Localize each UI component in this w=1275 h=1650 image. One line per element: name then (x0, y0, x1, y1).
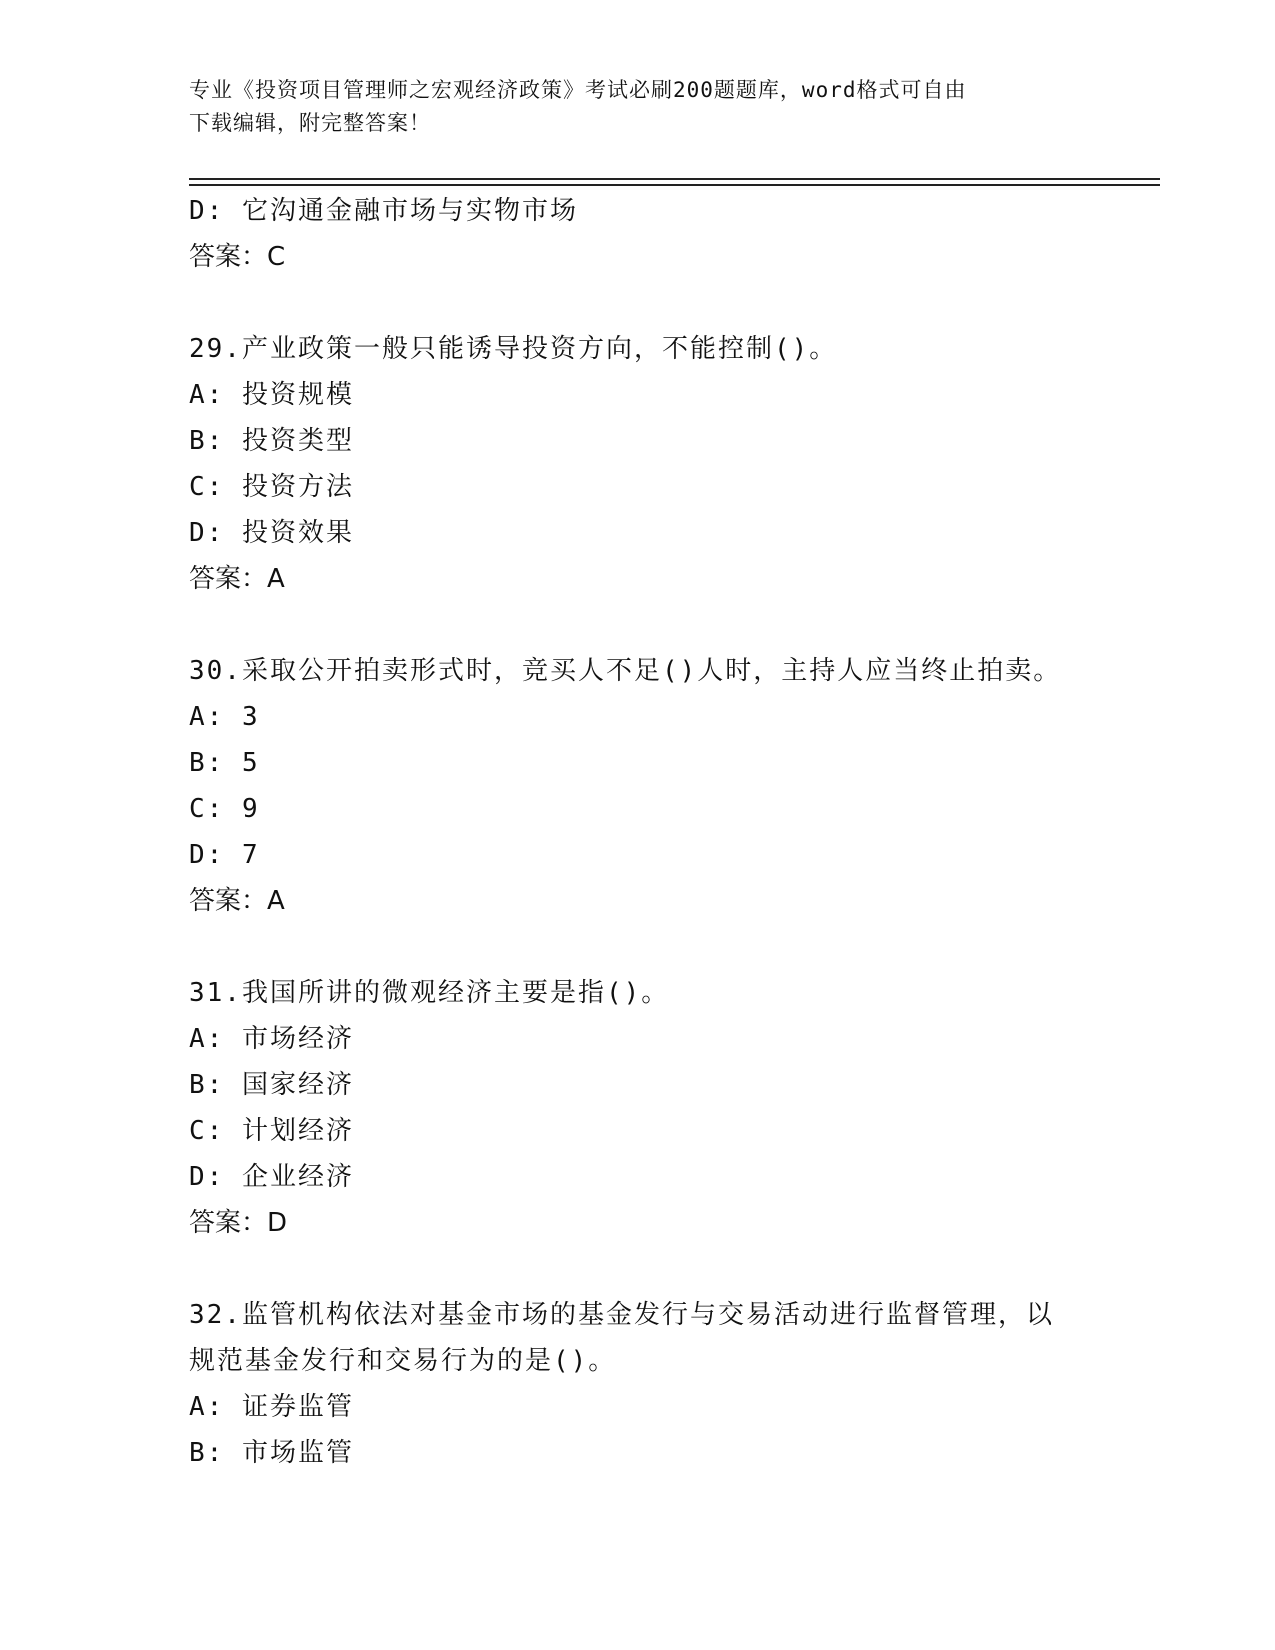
document-header (189, 74, 1069, 140)
question-block-29 (189, 326, 1089, 602)
answer-line: 答案：D (189, 1208, 288, 1238)
header-line-1: 专业《投资项目管理师之宏观经济政策》考试必刷200题题库，word格式可自由 (189, 78, 967, 102)
question-block-30 (189, 648, 1089, 924)
question-block-31 (189, 970, 1089, 1246)
option-a: A: 3 (189, 702, 260, 732)
option-d: D: 投资效果 (189, 518, 354, 548)
answer-line: 答案：C (189, 242, 286, 272)
option-b: B: 投资类型 (189, 426, 354, 456)
header-divider-top (189, 178, 1160, 180)
option-d: D: 它沟通金融市场与实物市场 (189, 196, 578, 226)
question-list (189, 188, 1089, 1476)
option-b: B: 市场监管 (189, 1438, 354, 1468)
option-a: A: 投资规模 (189, 380, 354, 410)
option-b: B: 5 (189, 748, 260, 778)
question-block-28 (189, 188, 1089, 280)
answer-line: 答案：A (189, 564, 285, 594)
question-stem: 29.产业政策一般只能诱导投资方向，不能控制()。 (189, 334, 838, 364)
header-line-2: 下载编辑，附完整答案！ (189, 111, 431, 135)
option-d: D: 企业经济 (189, 1162, 354, 1192)
question-block-32 (189, 1292, 1089, 1476)
question-stem: 31.我国所讲的微观经济主要是指()。 (189, 978, 670, 1008)
header-divider-bottom (189, 184, 1160, 186)
answer-line: 答案：A (189, 886, 285, 916)
question-stem-line-2: 规范基金发行和交易行为的是()。 (189, 1346, 617, 1376)
option-a: A: 市场经济 (189, 1024, 354, 1054)
option-c: C: 计划经济 (189, 1116, 354, 1146)
option-c: C: 9 (189, 794, 260, 824)
option-d: D: 7 (189, 840, 260, 870)
question-stem-line-1: 32.监管机构依法对基金市场的基金发行与交易活动进行监督管理，以 (189, 1300, 1054, 1330)
question-stem: 30.采取公开拍卖形式时，竞买人不足()人时，主持人应当终止拍卖。 (189, 656, 1062, 686)
option-c: C: 投资方法 (189, 472, 354, 502)
option-a: A: 证券监管 (189, 1392, 354, 1422)
option-b: B: 国家经济 (189, 1070, 354, 1100)
